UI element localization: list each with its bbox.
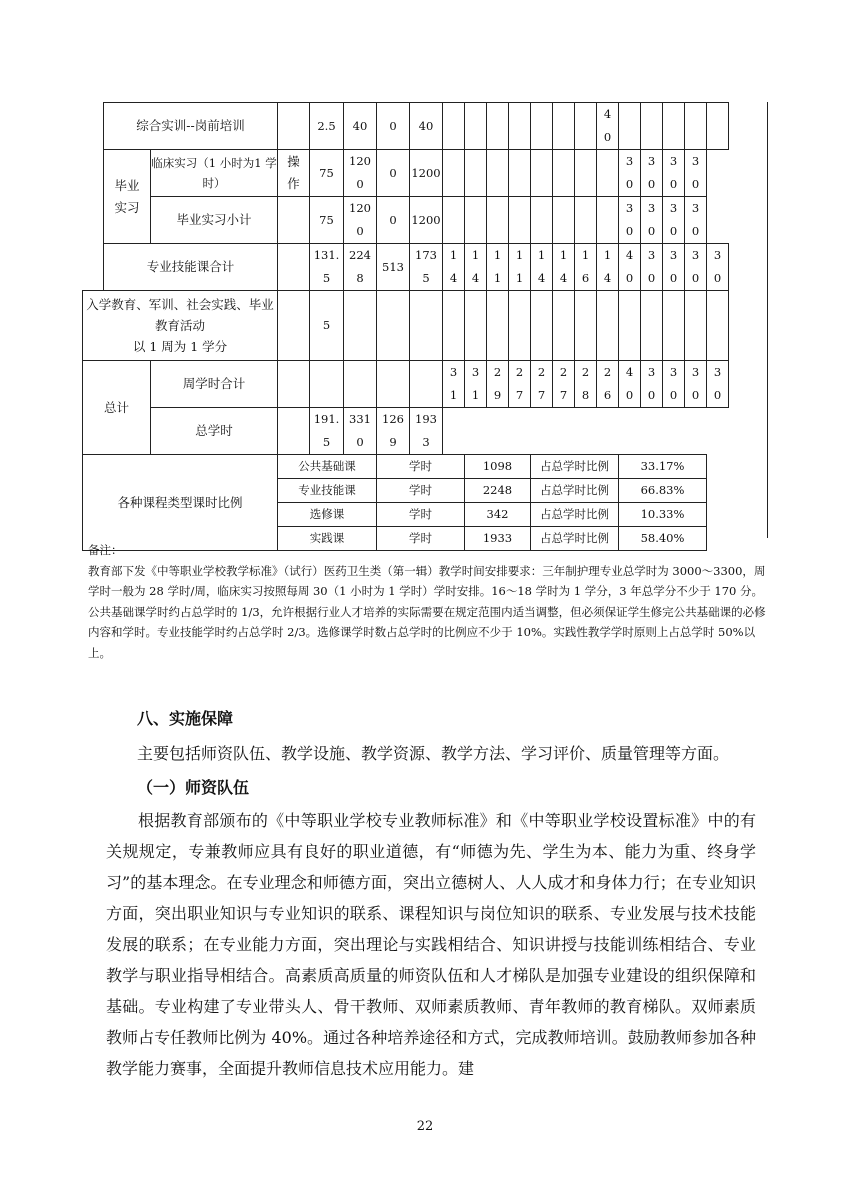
integrated-training-name: 综合实训--岗前培训 [104, 103, 278, 150]
total-hours-name: 总学时 [151, 408, 278, 455]
ratio-row: 各种课程类型课时比例 公共基础课 学时 1098 占总学时比例 33.17% [83, 455, 729, 479]
weekly-total-name: 周学时合计 [151, 361, 278, 408]
integrated-training-week8: 4 0 [597, 103, 619, 150]
internship-group-label: 毕业 实习 [104, 150, 151, 244]
note-text: 教育部下发《中等职业学校教学标准》（试行）医药卫生类（第一辑）教学时间安排要求：三年制护理专业总学时为 3000～3300，周学时一般为 28 学时/周，临床实习按照每周 30（1 小时为 1 学时）学时安排。16～18 学时为 1 学分，3 年总学分不少于 170 分。公共基础课学时约占总学时的 1/3，允许根据行业人才培养的实际需要在规定范围内适当调整，但必须保证学生修完公共基础课的必修内容和学时。专业技能学时约占总学时 2/3。选修课学时数占总学时的比例应不少于 10%。实践性教学学时原则上占总学时 50%以上。 [88, 563, 766, 660]
row-internship-subtotal: 毕业实习小计 75 120 0 0 1200 3 0 3 0 3 0 3 0 [83, 197, 729, 244]
internship-subtotal-name: 毕业实习小计 [151, 197, 278, 244]
table-right-border [767, 102, 768, 538]
ratio-row: 实践课 学时 1933 占总学时比例 58.40% [83, 527, 729, 551]
row-total-hours: 总学时 191. 5 331 0 126 9 193 3 [83, 408, 729, 455]
ratio-row: 选修课 学时 342 占总学时比例 10.33% [83, 503, 729, 527]
row-entrance-education: 入学教育、军训、社会实践、毕业教育活动 以 1 周为 1 学分 5 [83, 291, 729, 361]
entrance-education-name: 入学教育、军训、社会实践、毕业教育活动 以 1 周为 1 学分 [83, 291, 278, 361]
skills-total-name: 专业技能课合计 [104, 244, 278, 291]
clinical-internship-name: 临床实习（1 小时为1 学时） [151, 150, 278, 197]
page-number: 22 [416, 1119, 434, 1134]
row-skills-total: 专业技能课合计 131. 5 224 8 513 173 5 1 4 1 4 1 1 1 1 1 4 1 4 1 6 1 4 4 0 3 0 3 0 3 0 3 0 [83, 244, 729, 291]
row-integrated-training: 综合实训--岗前培训 2.5 40 0 40 4 0 [83, 103, 729, 150]
table-note [88, 540, 773, 663]
clinical-assessment: 操 作 [278, 150, 310, 197]
total-label: 总计 [83, 361, 151, 455]
course-hours-table [82, 102, 729, 551]
row-weekly-total: 总计 周学时合计 3 1 3 1 2 9 2 7 2 7 2 7 2 8 2 6 4 0 3 0 3 0 3 0 3 0 [83, 361, 729, 408]
note-title: 备注： [88, 543, 123, 557]
sub-heading: （一）师资队伍 [137, 778, 250, 797]
section-intro: 主要包括师资队伍、教学设施、教学资源、教学方法、学习评价、质量管理等方面。 [137, 744, 730, 763]
section-heading: 八、实施保障 [137, 709, 234, 728]
ratio-row: 专业技能课 学时 2248 占总学时比例 66.83% [83, 479, 729, 503]
body-paragraph: 根据教育部颁布的《中等职业学校专业教师标准》和《中等职业学校设置标准》中的有关规规定，专兼教师应具有良好的职业道德，有“师德为先、学生为本、能力为重、终身学习”的基本理念。在专业理念和师德方面，突出立德树人、人人成才和身体力行；在专业知识方面，突出职业知识与专业知识的联系、课程知识与岗位知识的联系、专业发展与技术技能发展的联系；在专业能力方面，突出理论与实践相结合、知识讲授与技能训练相结合、专业教学与职业指导相结合。高素质高质量的师资队伍和人才梯队是加强专业建设的组织保障和基础。专业构建了专业带头人、骨干教师、双师素质教师、青年教师的教育梯队。双师素质教师占专任教师比例为 40%。通过各种培养途径和方式，完成教师培训。鼓励教师参加各种教学能力赛事，全面提升教师信息技术应用能力。建 [106, 811, 756, 1078]
row-clinical-internship: 毕业 实习 临床实习（1 小时为1 学时） 操 作 75 120 0 0 1200 3 0 3 0 3 0 3 0 [83, 150, 729, 197]
ratio-label: 各种课程类型课时比例 [83, 455, 278, 551]
